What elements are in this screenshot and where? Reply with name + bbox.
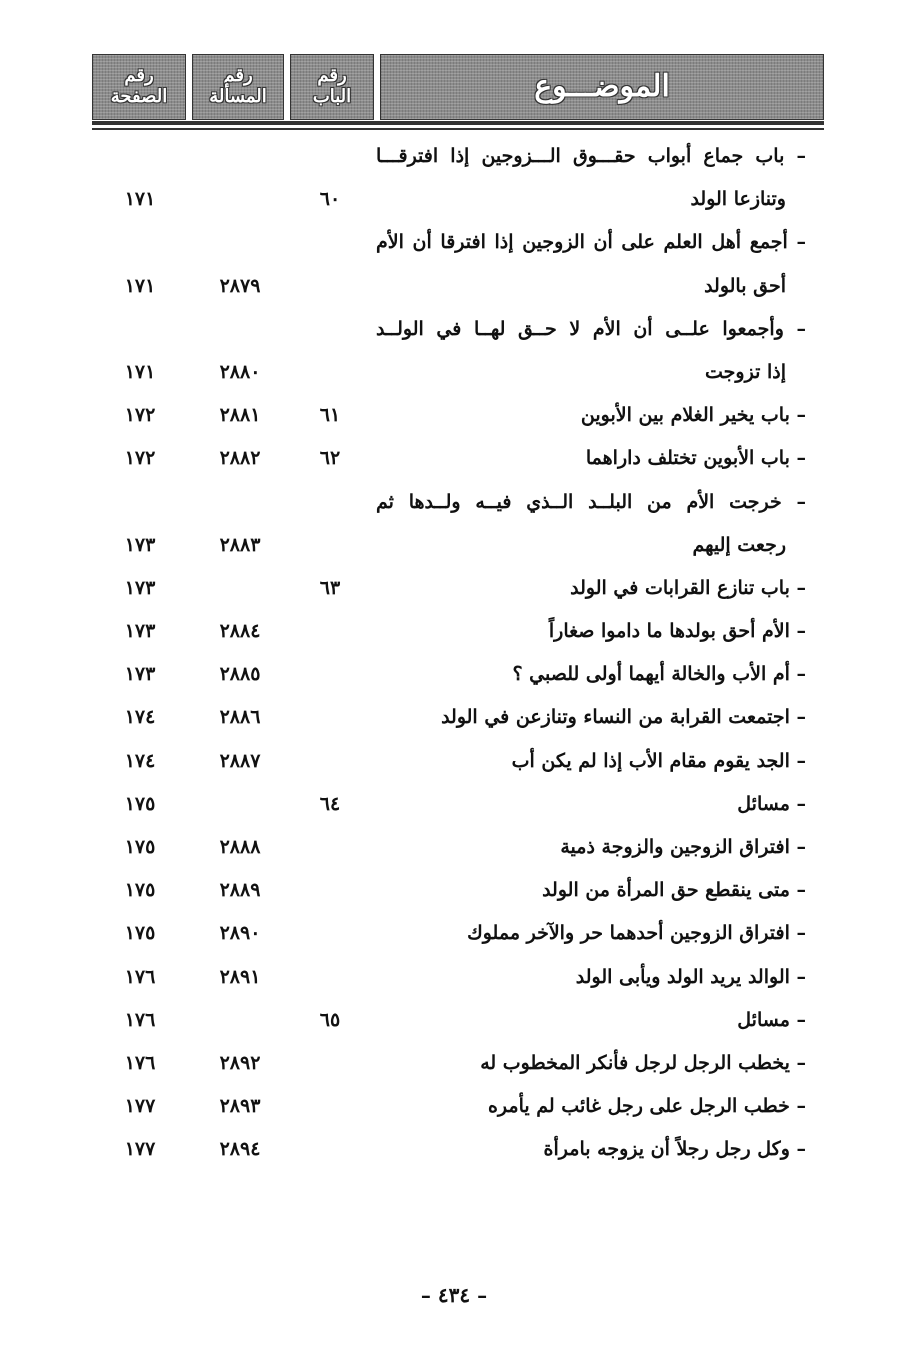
index-row bbox=[0, 826, 908, 869]
row-topic: – وكل رجل رجلاً أن يزوجه بامرأة bbox=[543, 1138, 806, 1161]
row-masala-number bbox=[200, 308, 280, 351]
row-page-number: ١٧٥ bbox=[124, 879, 156, 902]
row-page-number: ١٧١ bbox=[124, 360, 156, 383]
row-masala-number: ٢٨٨٧ bbox=[219, 749, 261, 772]
row-page-number: ١٧٧ bbox=[124, 1095, 156, 1118]
index-row bbox=[0, 178, 908, 221]
footer-page-number: – ٤٣٤ – bbox=[420, 1283, 488, 1307]
index-row bbox=[0, 221, 908, 264]
row-topic: – مسائل bbox=[737, 1008, 806, 1031]
row-topic: – الجد يقوم مقام الأب إذا لم يكن أب bbox=[511, 749, 806, 772]
row-masala-number bbox=[200, 135, 280, 178]
row-bab-number bbox=[300, 481, 360, 524]
row-bab-number bbox=[300, 869, 360, 912]
row-bab-number bbox=[300, 1042, 360, 1085]
row-bab-number bbox=[300, 1085, 360, 1128]
header-page-box bbox=[92, 54, 186, 120]
row-masala-number: ٢٨٨٢ bbox=[219, 447, 261, 470]
row-page-number: ١٧٥ bbox=[124, 922, 156, 945]
row-bab-number bbox=[300, 826, 360, 869]
header-bab-line1: رقم bbox=[317, 65, 347, 87]
row-page-number: ١٧٥ bbox=[124, 792, 156, 815]
row-masala-number bbox=[200, 481, 280, 524]
row-topic: – افتراق الزوجين والزوجة ذمية bbox=[560, 836, 806, 858]
row-bab-number: ٦٢ bbox=[319, 447, 341, 470]
row-page-number: ١٧٢ bbox=[124, 447, 156, 470]
index-row bbox=[0, 783, 908, 826]
row-topic: – اجتمعت القرابة من النساء وتنازعن في الولد bbox=[441, 706, 806, 729]
index-row bbox=[0, 610, 908, 653]
row-page-number: ١٧٤ bbox=[124, 749, 156, 772]
header-bab-line2: الباب bbox=[312, 86, 352, 107]
row-topic: – باب جماع أبواب حقـــوق الـــزوجين إذا افترقـــا bbox=[376, 145, 806, 167]
row-masala-number: ٢٨٨٣ bbox=[219, 533, 261, 556]
header-topic-box bbox=[380, 54, 824, 120]
row-masala-number bbox=[200, 783, 280, 826]
row-bab-number bbox=[300, 524, 360, 567]
row-topic: – يخطب الرجل لرجل فأنكر المخطوب له bbox=[480, 1051, 806, 1074]
row-bab-number: ٦٣ bbox=[319, 576, 341, 599]
row-page-number bbox=[108, 135, 172, 178]
row-page-number: ١٧٧ bbox=[124, 1138, 156, 1161]
row-masala-number: ٢٨٨٩ bbox=[219, 879, 261, 902]
row-masala-number: ٢٨٨٠ bbox=[219, 360, 261, 383]
row-masala-number: ٢٨٨٥ bbox=[219, 663, 261, 686]
row-masala-number: ٢٨٩٢ bbox=[219, 1051, 261, 1074]
row-bab-number bbox=[300, 351, 360, 394]
row-masala-number: ٢٨٨١ bbox=[219, 404, 261, 427]
header-masala-box bbox=[192, 54, 284, 120]
row-page-number: ١٧١ bbox=[124, 188, 156, 211]
row-topic: – افتراق الزوجين أحدهما حر والآخر مملوك bbox=[467, 922, 806, 945]
row-page-number: ١٧٢ bbox=[124, 404, 156, 427]
header-page-line1: رقم bbox=[124, 65, 154, 87]
row-topic: – مسائل bbox=[737, 792, 806, 815]
header-page-line2: الصفحة bbox=[110, 86, 168, 107]
row-topic: – باب يخير الغلام بين الأبوين bbox=[580, 404, 806, 427]
index-row bbox=[0, 567, 908, 610]
row-masala-number bbox=[200, 221, 280, 264]
row-masala-number: ٢٨٩٣ bbox=[219, 1095, 261, 1118]
row-page-number: ١٧٥ bbox=[124, 836, 156, 858]
row-masala-number bbox=[200, 178, 280, 221]
row-masala-number: ٢٨٩٤ bbox=[219, 1138, 261, 1161]
index-row bbox=[0, 999, 908, 1042]
row-page-number: ١٧٣ bbox=[124, 663, 156, 686]
row-bab-number bbox=[300, 653, 360, 696]
row-bab-number: ٦٥ bbox=[319, 1008, 341, 1031]
row-topic: – أم الأب والخالة أيهما أولى للصبي ؟ bbox=[512, 663, 806, 686]
index-row bbox=[0, 265, 908, 308]
index-row bbox=[0, 740, 908, 783]
header-masala-line2: المسألة bbox=[209, 86, 267, 107]
index-row bbox=[0, 351, 908, 394]
row-page-number: ١٧٣ bbox=[124, 533, 156, 556]
row-topic: – وأجمعوا علــى أن الأم لا حــق لهــا في الولــد bbox=[376, 317, 806, 340]
row-bab-number bbox=[300, 135, 360, 178]
row-bab-number bbox=[300, 308, 360, 351]
index-row bbox=[0, 524, 908, 567]
row-topic: – باب الأبوين تختلف داراهما bbox=[585, 447, 806, 470]
row-bab-number bbox=[300, 956, 360, 999]
index-row bbox=[0, 1128, 908, 1171]
row-page-number: ١٧١ bbox=[124, 274, 156, 297]
index-row bbox=[0, 1085, 908, 1128]
row-topic: وتنازعا الولد bbox=[690, 188, 786, 211]
row-topic: – الوالد يريد الولد ويأبى الولد bbox=[575, 965, 806, 988]
row-masala-number: ٢٨٨٨ bbox=[219, 836, 261, 858]
row-bab-number bbox=[300, 912, 360, 955]
row-masala-number bbox=[200, 567, 280, 610]
index-row bbox=[0, 135, 908, 178]
row-masala-number: ٢٨٩٠ bbox=[219, 922, 261, 945]
row-masala-number bbox=[200, 999, 280, 1042]
row-masala-number: ٢٨٩١ bbox=[219, 965, 261, 988]
row-topic: أحق بالولد bbox=[704, 274, 786, 297]
row-bab-number: ٦٤ bbox=[319, 792, 341, 815]
row-bab-number: ٦٠ bbox=[319, 188, 341, 211]
index-row bbox=[0, 437, 908, 480]
row-topic: – الأم أحق بولدها ما داموا صغاراً bbox=[548, 620, 806, 643]
row-topic: – خطب الرجل على رجل غائب لم يأمره bbox=[487, 1095, 806, 1118]
index-row bbox=[0, 653, 908, 696]
row-page-number: ١٧٣ bbox=[124, 620, 156, 643]
index-row bbox=[0, 956, 908, 999]
row-bab-number bbox=[300, 1128, 360, 1171]
row-bab-number bbox=[300, 610, 360, 653]
header-masala-line1: رقم bbox=[223, 65, 253, 87]
header-bab-box bbox=[290, 54, 374, 120]
index-row bbox=[0, 1042, 908, 1085]
row-masala-number: ٢٨٨٤ bbox=[219, 620, 261, 643]
row-page-number: ١٧٦ bbox=[124, 965, 156, 988]
index-row bbox=[0, 912, 908, 955]
row-masala-number: ٢٨٧٩ bbox=[219, 274, 261, 297]
row-topic: – متى ينقطع حق المرأة من الولد bbox=[542, 879, 806, 902]
row-page-number bbox=[108, 481, 172, 524]
row-bab-number bbox=[300, 265, 360, 308]
index-row bbox=[0, 394, 908, 437]
row-page-number: ١٧٣ bbox=[124, 576, 156, 599]
index-row bbox=[0, 696, 908, 739]
row-topic: رجعت إليهم bbox=[692, 533, 786, 556]
index-row bbox=[0, 869, 908, 912]
row-masala-number: ٢٨٨٦ bbox=[219, 706, 261, 729]
row-bab-number bbox=[300, 221, 360, 264]
row-page-number: ١٧٦ bbox=[124, 1051, 156, 1074]
row-page-number bbox=[108, 308, 172, 351]
row-page-number bbox=[108, 221, 172, 264]
header-topic-label: الموضـــوع bbox=[534, 68, 670, 104]
index-rows bbox=[0, 135, 908, 1172]
index-row bbox=[0, 308, 908, 351]
header-rule-thick bbox=[92, 121, 824, 125]
row-page-number: ١٧٦ bbox=[124, 1008, 156, 1031]
row-topic: – أجمع أهل العلم على أن الزوجين إذا افترقا أن الأم bbox=[376, 231, 806, 254]
row-bab-number: ٦١ bbox=[319, 404, 341, 427]
row-page-number: ١٧٤ bbox=[124, 706, 156, 729]
row-topic: – خرجت الأم من البلــد الــذي فيــه ولــدها ثم bbox=[376, 490, 806, 513]
row-bab-number bbox=[300, 696, 360, 739]
row-topic: – باب تنازع القرابات في الولد bbox=[570, 576, 806, 599]
row-topic: إذا تزوجت bbox=[705, 360, 786, 383]
row-bab-number bbox=[300, 740, 360, 783]
index-row bbox=[0, 481, 908, 524]
header-rule-thin bbox=[92, 128, 824, 130]
